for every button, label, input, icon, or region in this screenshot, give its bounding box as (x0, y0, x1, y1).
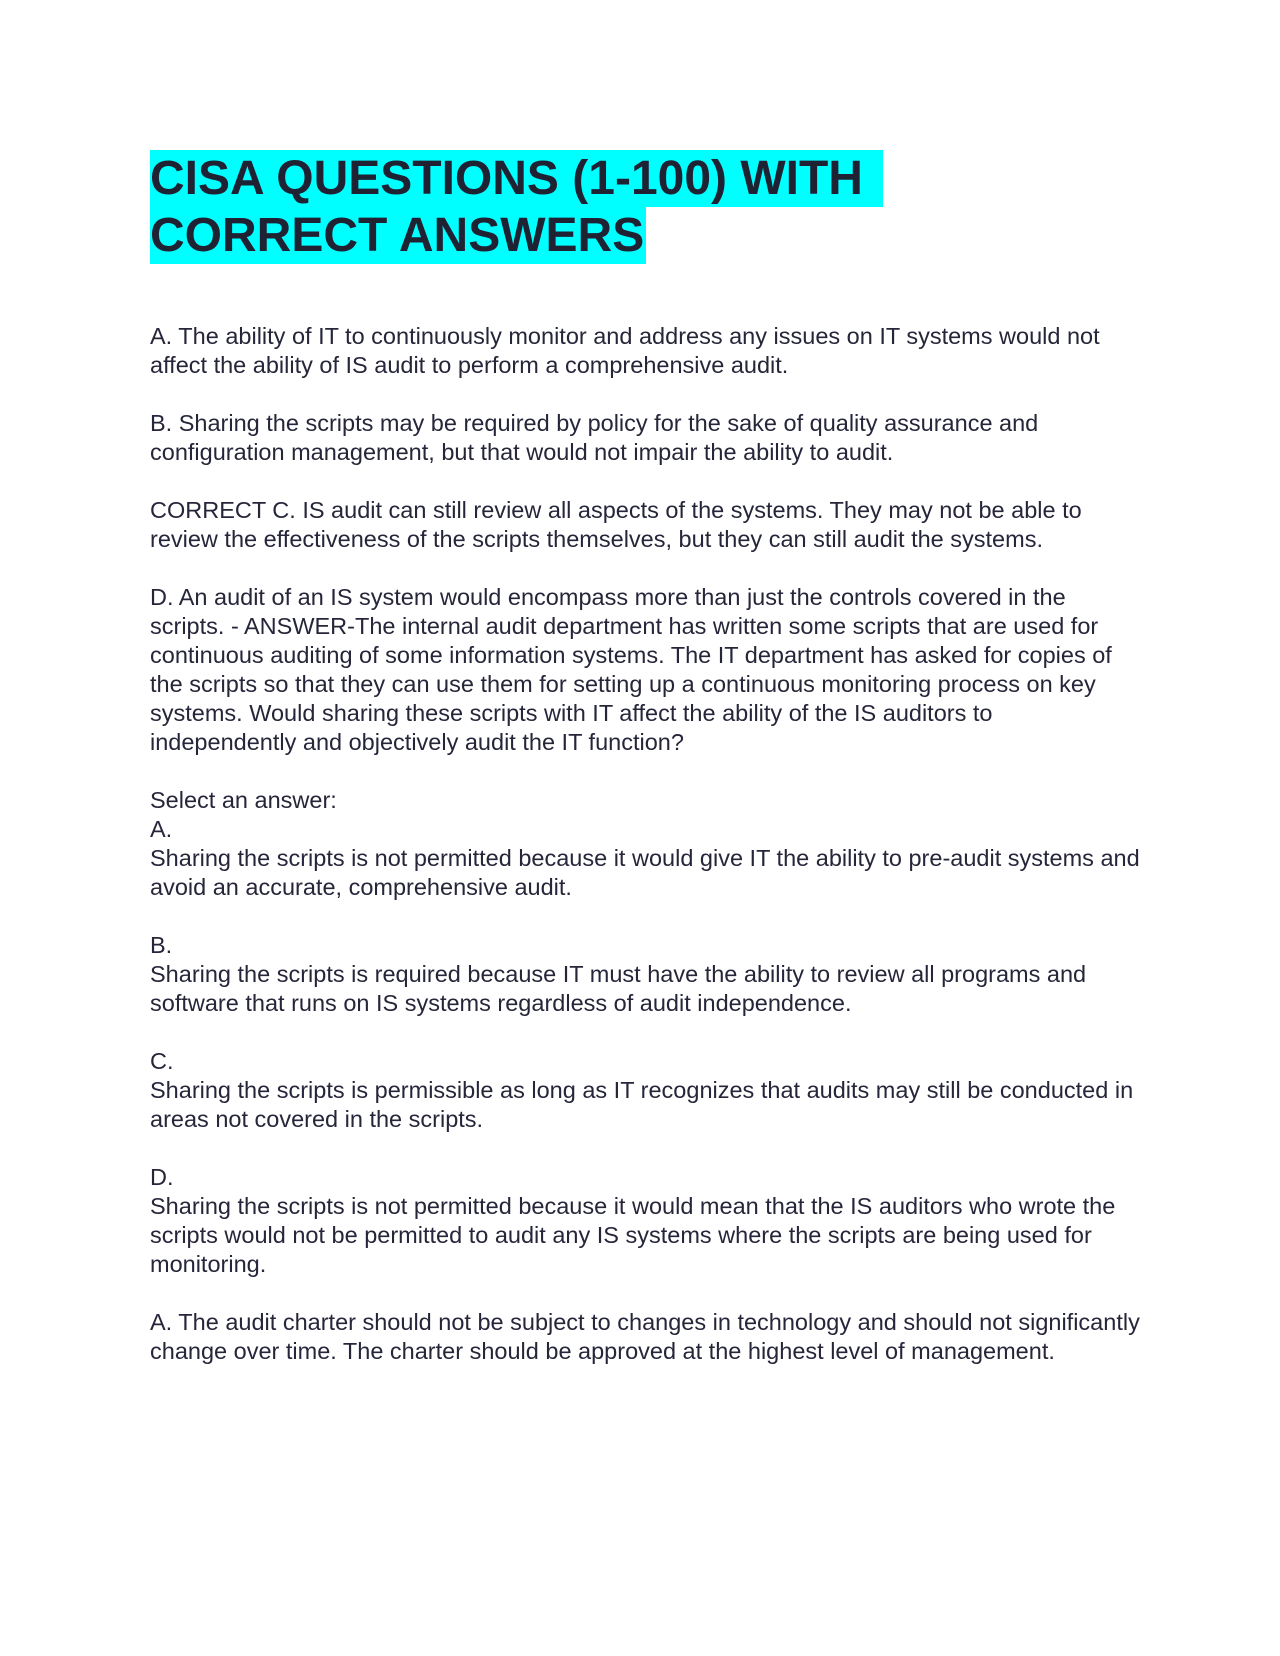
select-prompt: Select an answer: (150, 787, 337, 813)
next-answer-explanation-a: A. The audit charter should not be subject to changes in technology and should not significantly change over time. The charter should be approved at the highest level of management. (150, 1309, 1140, 1364)
answer-explanation-d-and-question: D. An audit of an IS system would encompass more than just the controls covered in the scripts. - ANSWER-The internal audit department has written some scripts that are used for continuous auditing of some information systems. The IT department has asked for copies of the scripts so that they can use them for setting up a continuous monitoring process on key systems. Would sharing these scripts with IT affect the ability of the IS auditors to independently and objectively audit the IT function? (150, 584, 1112, 755)
option-a-text: Sharing the scripts is not permitted because it would give IT the ability to pre-audit systems and avoid an accurate, comprehensive audit. (150, 845, 1140, 900)
title-line-2: CORRECT ANSWERS (150, 209, 645, 262)
option-b-text: Sharing the scripts is required because IT must have the ability to review all programs and software that runs on IS systems regardless of audit independence. (150, 961, 1087, 1016)
document-page (150, 150, 1140, 1395)
option-a-label: A. (150, 816, 173, 842)
document-title (150, 150, 1140, 264)
option-d-label: D. (150, 1164, 174, 1190)
option-c-label: C. (150, 1048, 174, 1074)
answer-explanation-c-correct: CORRECT C. IS audit can still review all aspects of the systems. They may not be able to review the effectiveness of the scripts themselves, but they can still audit the systems. (150, 497, 1082, 552)
option-c-text: Sharing the scripts is permissible as long as IT recognizes that audits may still be conducted in areas not covered in the scripts. (150, 1077, 1134, 1132)
title-line-1: CISA QUESTIONS (1-100) WITH (150, 150, 883, 207)
option-d-text: Sharing the scripts is not permitted because it would mean that the IS auditors who wrote the scripts would not be permitted to audit any IS systems where the scripts are being used for monitoring. (150, 1193, 1116, 1277)
answer-explanation-a: A. The ability of IT to continuously monitor and address any issues on IT systems would not affect the ability of IS audit to perform a comprehensive audit. (150, 323, 1100, 378)
answer-explanation-b: B. Sharing the scripts may be required by policy for the sake of quality assurance and configuration management, but that would not impair the ability to audit. (150, 410, 1039, 465)
option-b-label: B. (150, 932, 173, 958)
